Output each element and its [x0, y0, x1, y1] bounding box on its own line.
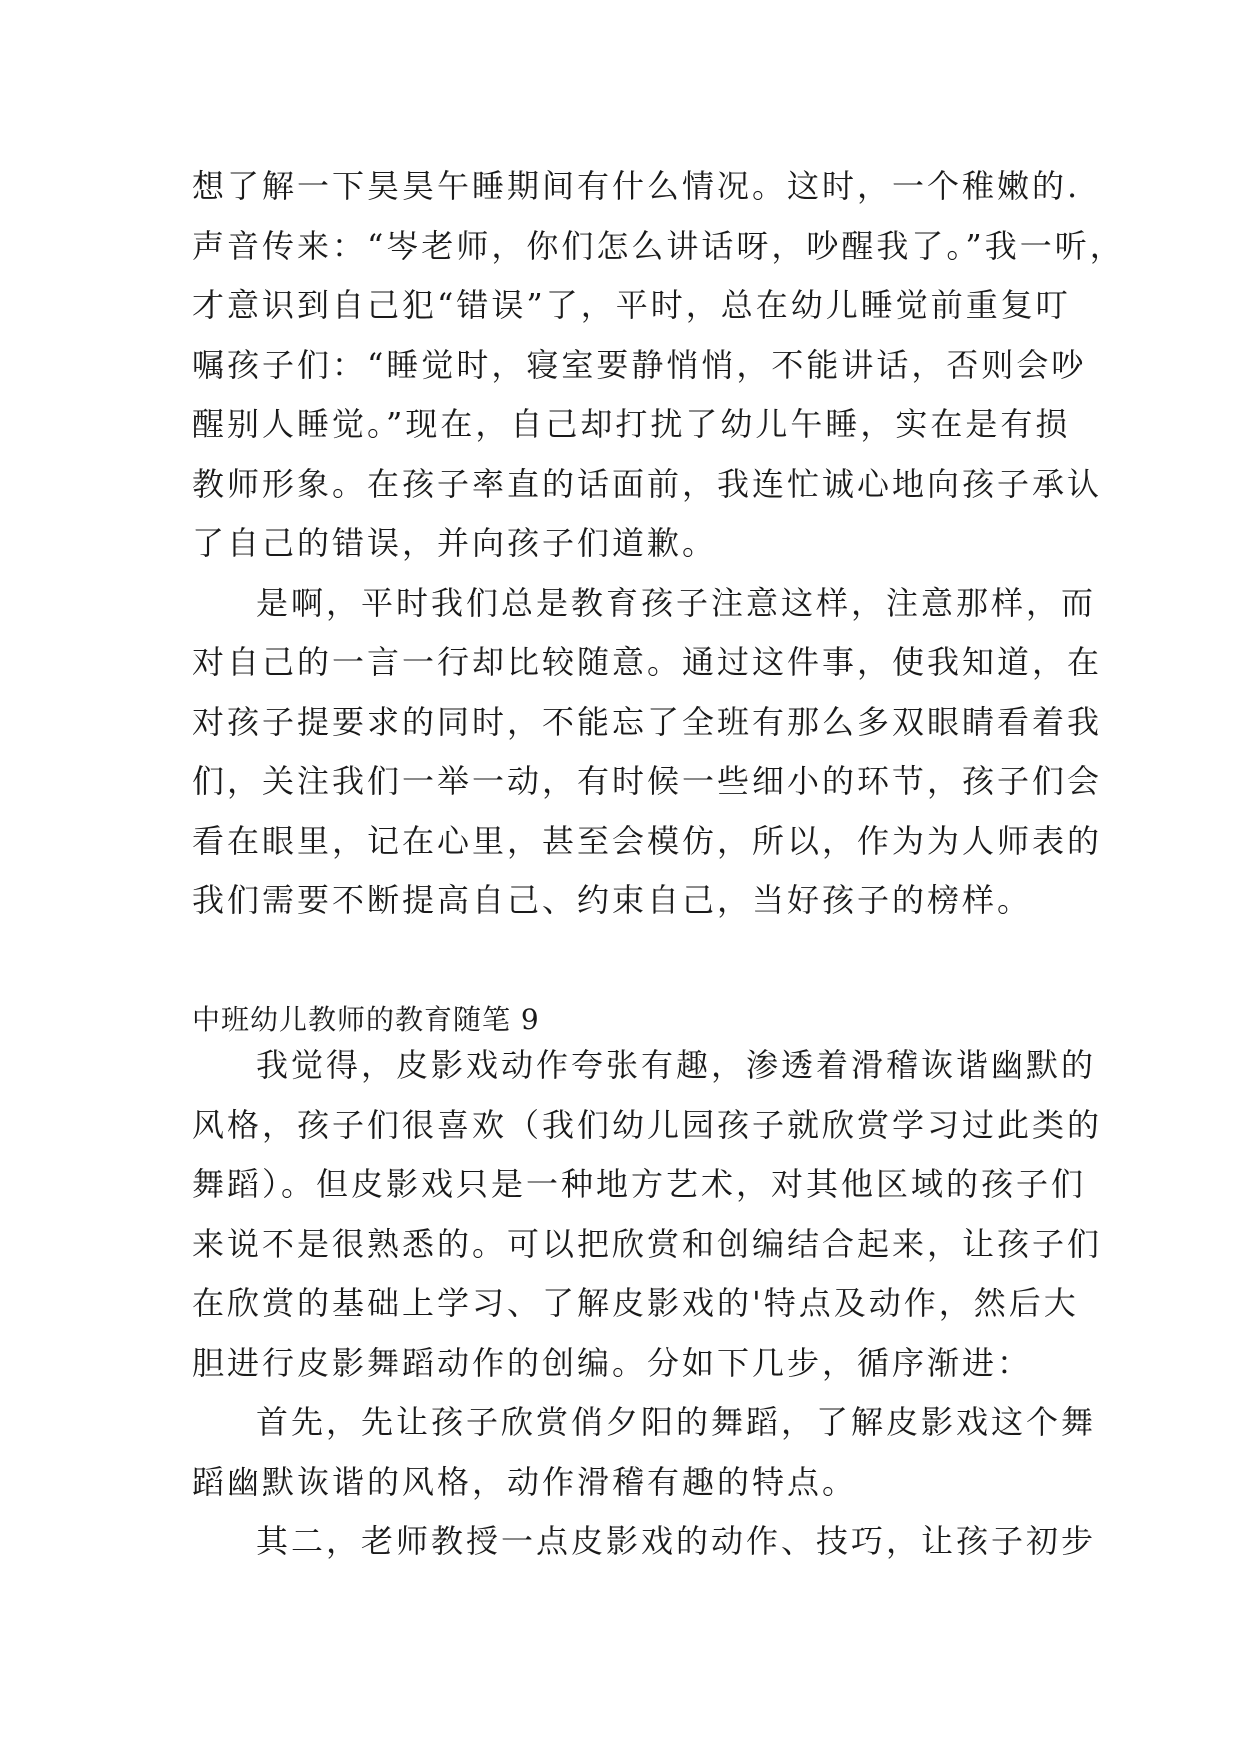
paragraph-line: 想了解一下昊昊午睡期间有什么情况。这时，一个稚嫩的.: [192, 167, 1081, 205]
paragraph-line: 对孩子提要求的同时，不能忘了全班有那么多双眼睛看着我: [192, 703, 1103, 741]
paragraph-line: 风格，孩子们很喜欢（我们幼儿园孩子就欣赏学习过此类的: [192, 1106, 1103, 1144]
paragraph-line: 其二，老师教授一点皮影戏的动作、技巧，让孩子初步: [256, 1522, 1097, 1560]
paragraph-line: 声音传来：“岑老师，你们怎么讲话呀，吵醒我了。”我一听，: [192, 227, 1125, 265]
paragraph-line: 胆进行皮影舞蹈动作的创编。分如下几步，循序渐进：: [192, 1344, 1033, 1382]
paragraph-line: 教师形象。在孩子率直的话面前，我连忙诚心地向孩子承认: [192, 465, 1103, 503]
paragraph-line: 了自己的错误，并向孩子们道歉。: [192, 524, 718, 562]
paragraph-line: 舞蹈）。但皮影戏只是一种地方艺术，对其他区域的孩子们: [192, 1165, 1087, 1203]
paragraph-line: 嘱孩子们：“睡觉时，寝室要静悄悄，不能讲话，否则会吵: [192, 346, 1087, 384]
paragraph-line: 是啊，平时我们总是教育孩子注意这样，注意那样，而: [256, 584, 1097, 622]
paragraph-line: 我们需要不断提高自己、约束自己，当好孩子的榜样。: [192, 881, 1033, 919]
paragraph-line: 对自己的一言一行却比较随意。通过这件事，使我知道，在: [192, 643, 1103, 681]
paragraph-line: 醒别人睡觉。”现在，自己却打扰了幼儿午睡，实在是有损: [192, 405, 1071, 443]
paragraph-line: 首先，先让孩子欣赏俏夕阳的舞蹈，了解皮影戏这个舞: [256, 1403, 1097, 1441]
paragraph-line: 来说不是很熟悉的。可以把欣赏和创编结合起来，让孩子们: [192, 1225, 1103, 1263]
paragraph-line: 在欣赏的基础上学习、了解皮影戏的'特点及动作，然后大: [192, 1284, 1079, 1322]
paragraph-line: 才意识到自己犯“错误”了，平时，总在幼儿睡觉前重复叮: [192, 286, 1071, 324]
paragraph-line: 蹈幽默诙谐的风格，动作滑稽有趣的特点。: [192, 1463, 858, 1501]
paragraph-line: 看在眼里，记在心里，甚至会模仿，所以，作为为人师表的: [192, 822, 1103, 860]
paragraph-line: 们，关注我们一举一动，有时候一些细小的环节，孩子们会: [192, 762, 1103, 800]
section-heading: 中班幼儿教师的教育随笔 9: [192, 1003, 540, 1036]
paragraph-line: 我觉得，皮影戏动作夸张有趣，渗透着滑稽诙谐幽默的: [256, 1046, 1097, 1084]
